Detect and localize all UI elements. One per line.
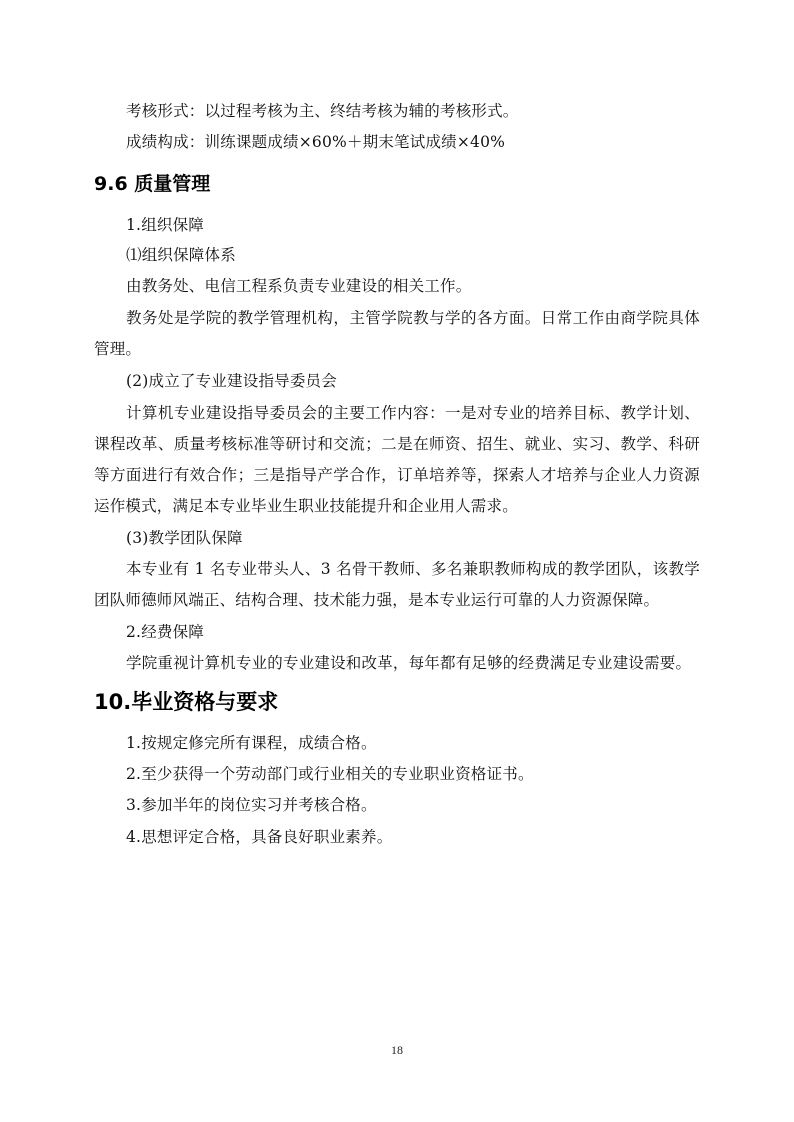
committee-title: (2)成立了专业建设指导委员会 — [126, 372, 337, 390]
grade-composition-text: 成绩构成：训练课题成绩×60%＋期末笔试成绩×40% — [126, 133, 506, 151]
committee-paragraph-line-2: 课程改革、质量考核标准等研讨和交流；二是在师资、招生、就业、实习、教学、科研 — [94, 435, 700, 453]
committee-paragraph-line-4: 运作模式，满足本专业毕业生职业技能提升和企业用人需求。 — [94, 497, 518, 515]
assessment-form-text: 考核形式：以过程考核为主、终结考核为辅的考核形式。 — [126, 102, 519, 120]
requirement-item-2: 2.至少获得一个劳动部门或行业相关的专业职业资格证书。 — [126, 765, 534, 783]
teaching-team-title: (3)教学团队保障 — [126, 529, 243, 547]
requirement-item-4: 4.思想评定合格，具备良好职业素养。 — [126, 828, 393, 846]
committee-paragraph-line-3: 等方面进行有效合作；三是指导产学合作，订单培养等，探索人才培养与企业人力资源 — [94, 466, 700, 484]
committee-paragraph-line-1: 计算机专业建设指导委员会的主要工作内容：一是对专业的培养目标、教学计划、 — [126, 404, 700, 422]
teaching-team-paragraph-line-2: 团队师德师风端正、结构合理、技术能力强，是本专业运行可靠的人力资源保障。 — [94, 591, 660, 609]
teaching-team-paragraph-line-1: 本专业有 1 名专业带头人、3 名骨干教师、多名兼职教师构成的教学团队，该教学 — [126, 560, 700, 578]
funding-paragraph: 学院重视计算机专业的专业建设和改革，每年都有足够的经费满足专业建设需要。 — [126, 654, 692, 672]
page-number: 18 — [391, 1043, 403, 1057]
requirement-item-3: 3.参加半年的岗位实习并考核合格。 — [126, 796, 377, 814]
requirement-item-1: 1.按规定修完所有课程，成绩合格。 — [126, 734, 377, 752]
funding-title: 2.经费保障 — [126, 623, 204, 641]
org-system-paragraph-1: 由教务处、电信工程系负责专业建设的相关工作。 — [126, 277, 472, 295]
section-9-6-heading: 9.6 质量管理 — [94, 173, 211, 195]
org-system-title: ⑴组织保障体系 — [126, 246, 236, 264]
org-guarantee-title: 1.组织保障 — [126, 216, 204, 234]
org-system-paragraph-2-line-2: 管理。 — [94, 340, 142, 358]
section-10-heading: 10.毕业资格与要求 — [94, 690, 279, 714]
org-system-paragraph-2-line-1: 教务处是学院的教学管理机构，主管学院教与学的各方面。日常工作由商学院具体 — [126, 309, 700, 327]
